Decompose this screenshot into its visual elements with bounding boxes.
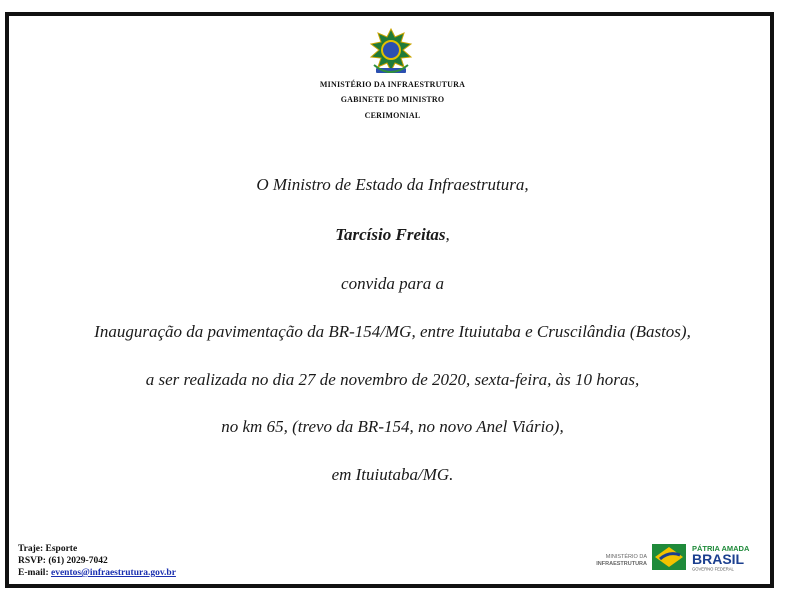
header-cabinet: GABINETE DO MINISTRO	[340, 95, 445, 104]
email-line	[18, 567, 176, 579]
minister-name-comma: ,	[445, 225, 450, 244]
invite-line-location: no km 65, (trevo da BR-154, no novo Anel Viário),	[221, 417, 564, 436]
ministry-logo-line1: MINISTÉRIO DA	[605, 554, 647, 560]
header-ceremonial: CERIMONIAL	[364, 111, 421, 120]
brazil-coat-of-arms-emblem	[366, 27, 416, 77]
invite-line-invites: convida para a	[341, 274, 444, 293]
rsvp-phone: RSVP: (61) 2029-7042	[18, 556, 108, 566]
email-link[interactable]: eventos@infraestrutura.gov.br	[50, 568, 176, 578]
footer-info	[18, 543, 176, 579]
brand-line3: GOVERNO FEDERAL	[692, 566, 734, 572]
ministry-logo	[577, 554, 647, 568]
email-label: E-mail:	[18, 568, 51, 578]
patria-amada-brasil-logo	[652, 542, 767, 572]
minister-name: Tarcísio Freitas	[335, 225, 446, 244]
dress-code: Traje: Esporte	[18, 544, 78, 554]
ministry-logo-line2: INFRAESTRUTURA	[596, 561, 647, 567]
brand-line1: PÁTRIA AMADA	[692, 544, 750, 553]
invite-line-event: Inauguração da pavimentação da BR-154/MG, entre Ituiutaba e Cruscilândia (Bastos),	[94, 322, 691, 341]
invite-line-name	[0, 225, 785, 245]
invite-line-city: em Ituiutaba/MG.	[331, 465, 454, 484]
brand-line2: BRASIL	[692, 551, 745, 567]
header-ministry: MINISTÉRIO DA INFRAESTRUTURA	[319, 80, 466, 89]
invite-line-date: a ser realizada no dia 27 de novembro de 2020, sexta-feira, às 10 horas,	[145, 370, 640, 389]
invite-line-minister: O Ministro de Estado da Infraestrutura,	[256, 175, 529, 194]
